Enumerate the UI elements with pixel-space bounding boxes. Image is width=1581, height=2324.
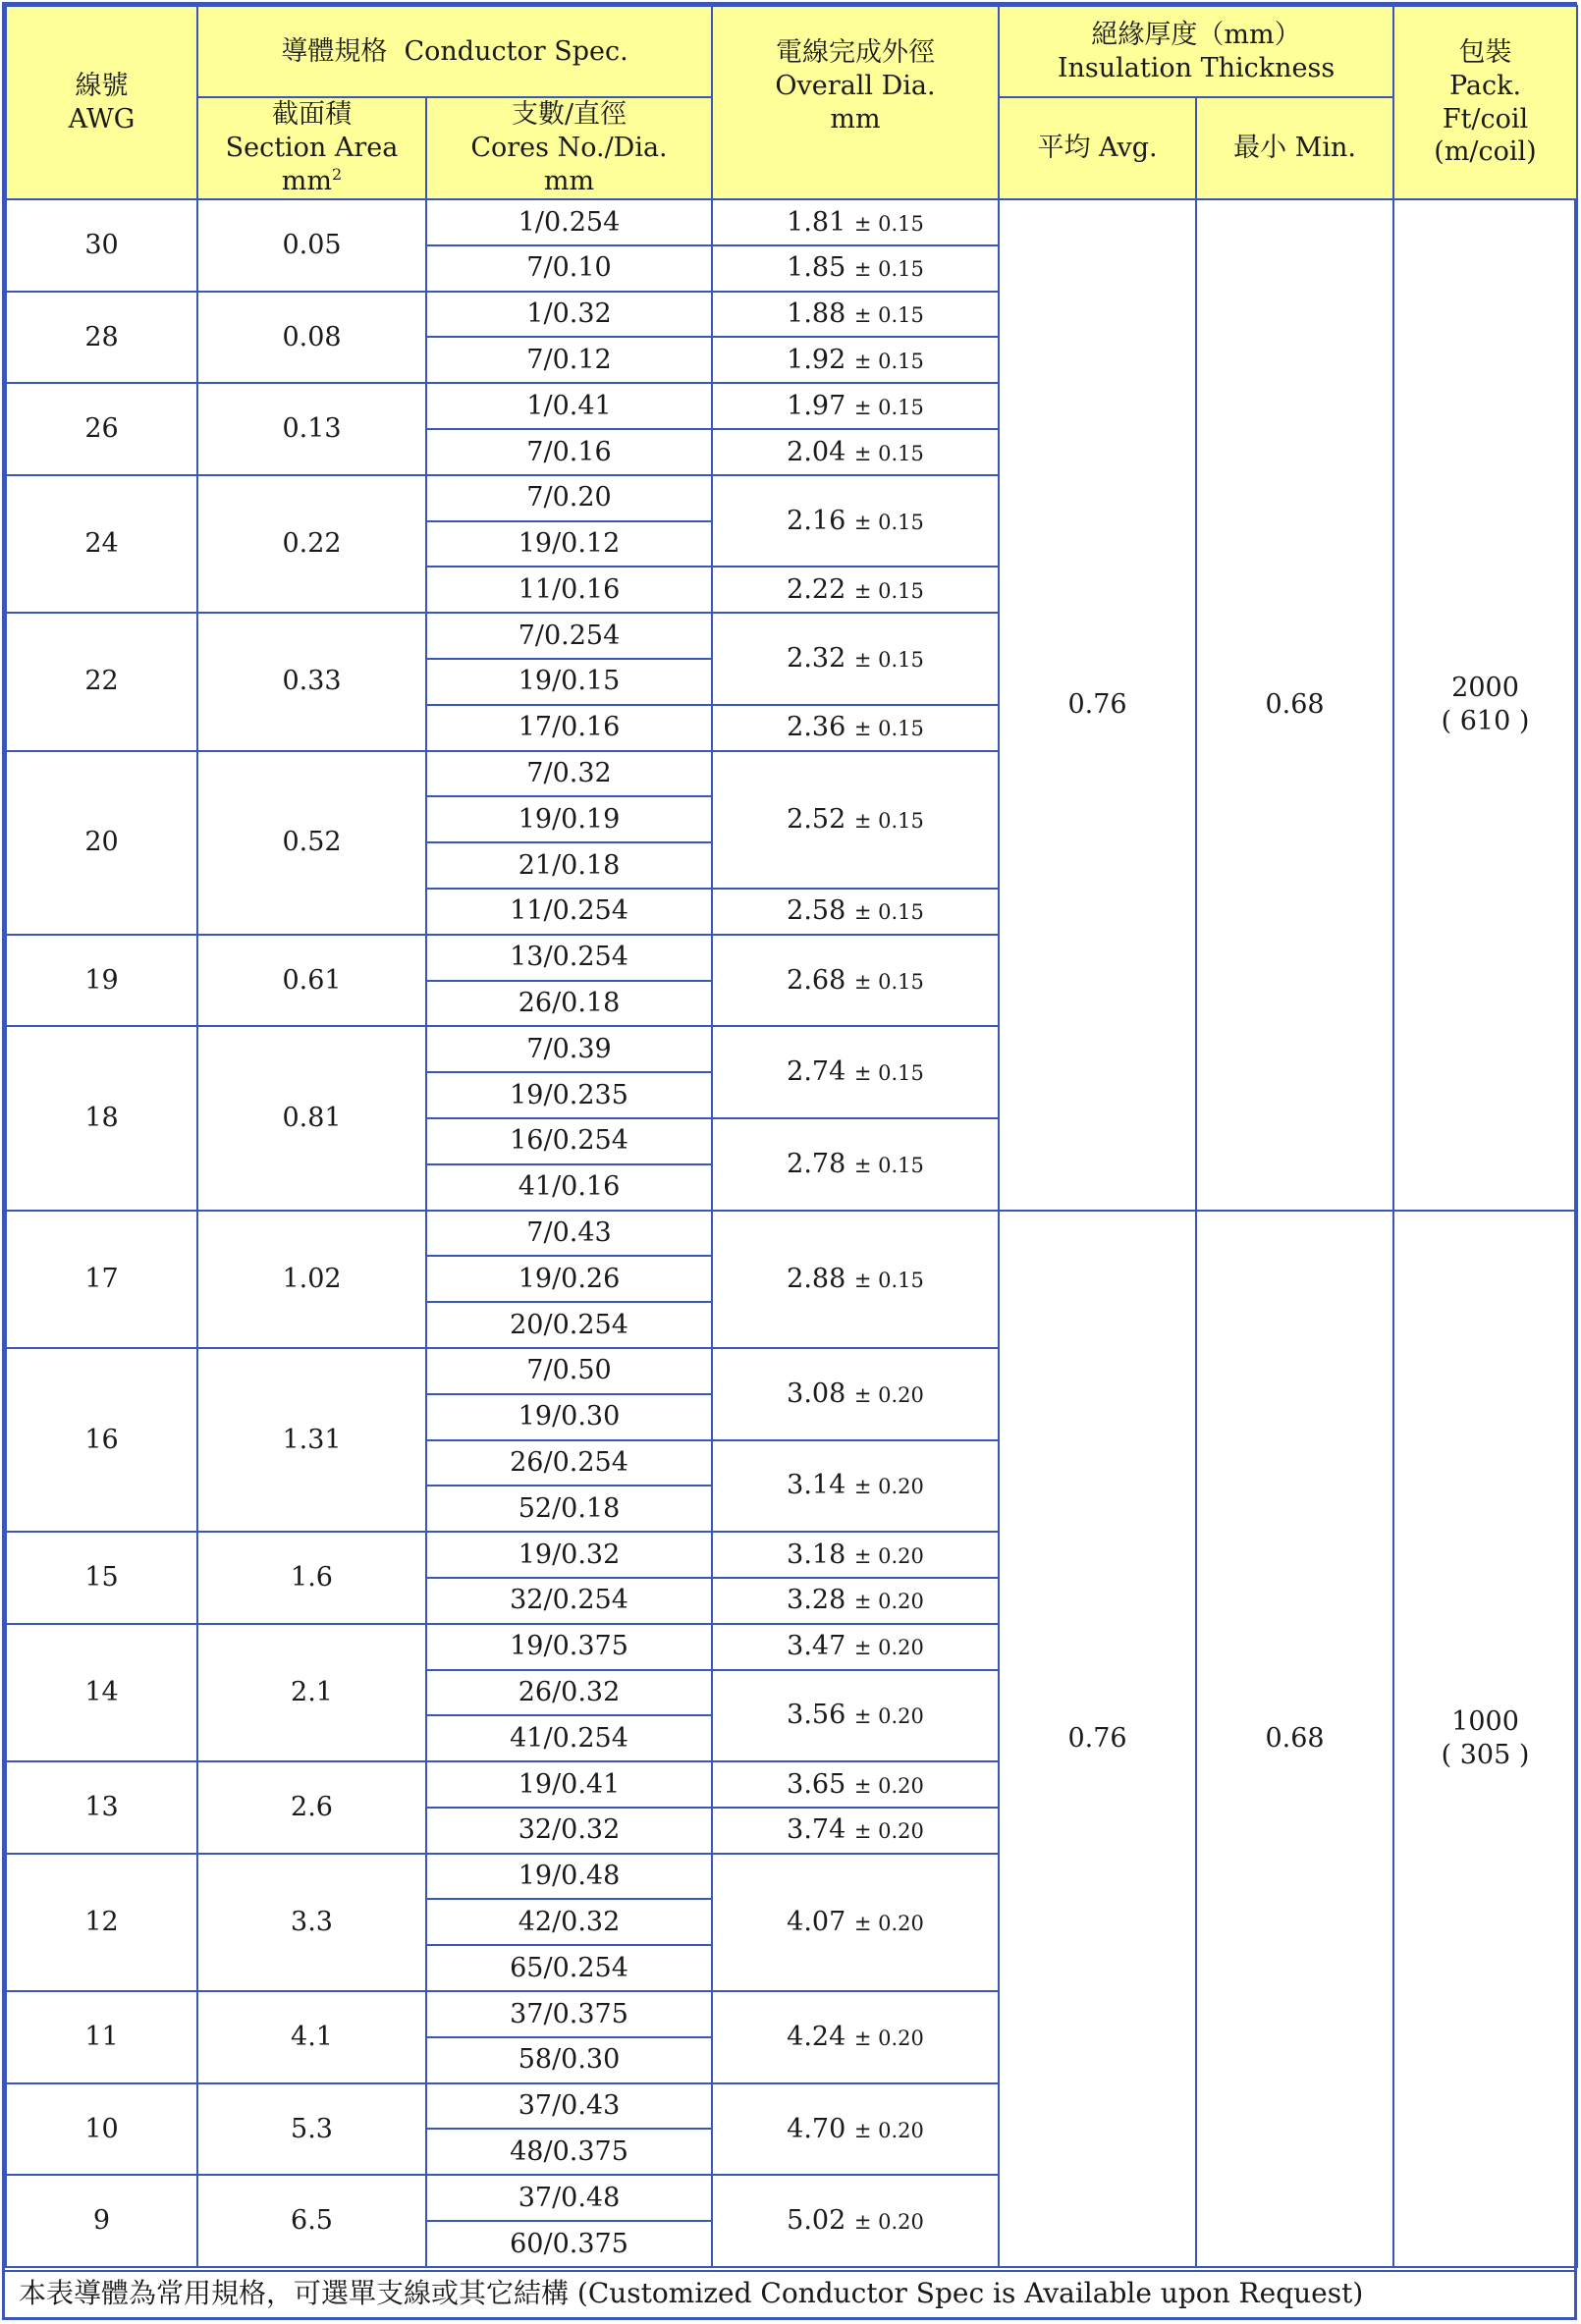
dia-value: 3.08	[787, 1378, 846, 1409]
cores-cell: 19/0.30	[426, 1394, 712, 1440]
cores-cell: 19/0.235	[426, 1072, 712, 1118]
overall-dia-cell	[712, 337, 999, 383]
header-overall-dia-en: Overall Dia.	[775, 70, 936, 101]
overall-dia-cell	[712, 245, 999, 292]
dia-value: 4.70	[787, 2113, 846, 2144]
awg-cell: 28	[6, 292, 197, 384]
awg-cell: 10	[6, 2083, 197, 2176]
awg-cell: 16	[6, 1348, 197, 1532]
section-area-cell: 2.1	[197, 1624, 426, 1761]
cores-cell: 7/0.254	[426, 613, 712, 659]
overall-dia-cell	[712, 613, 999, 705]
cores-cell: 19/0.19	[426, 796, 712, 842]
cores-cell: 48/0.375	[426, 2129, 712, 2175]
dia-value: 2.22	[787, 573, 846, 605]
dia-tolerance: ± 0.20	[853, 2118, 924, 2142]
cores-cell: 42/0.32	[426, 1899, 712, 1945]
awg-cell: 15	[6, 1532, 197, 1624]
footnote: 本表導體為常用規格，可選單支線或其它結構 (Customized Conductor Spec is Available upon Request)	[5, 2270, 1576, 2317]
overall-dia-cell	[712, 1761, 999, 1808]
header-overall-dia-zh: 電線完成外徑	[776, 37, 936, 68]
cores-cell: 19/0.48	[426, 1854, 712, 1900]
overall-dia-cell	[712, 429, 999, 475]
cores-cell: 1/0.41	[426, 383, 712, 429]
overall-dia-cell	[712, 1808, 999, 1854]
dia-tolerance: ± 0.15	[853, 717, 924, 741]
dia-tolerance: ± 0.20	[853, 1543, 924, 1568]
header-pack-m: (m/coil)	[1434, 136, 1537, 168]
dia-tolerance: ± 0.15	[853, 1268, 924, 1292]
dia-tolerance: ± 0.20	[853, 1819, 924, 1844]
cores-cell: 41/0.16	[426, 1164, 712, 1211]
section-area-cell: 1.6	[197, 1532, 426, 1624]
section-area-cell: 0.13	[197, 383, 426, 475]
cores-cell: 11/0.254	[426, 889, 712, 935]
dia-value: 3.47	[787, 1631, 846, 1662]
header-awg-en: AWG	[68, 103, 136, 135]
cores-cell: 19/0.12	[426, 521, 712, 567]
dia-value: 3.65	[787, 1768, 846, 1800]
header-pack-zh: 包裝	[1458, 37, 1512, 68]
dia-tolerance: ± 0.15	[853, 257, 924, 282]
overall-dia-cell	[712, 1211, 999, 1348]
overall-dia-cell	[712, 1440, 999, 1533]
overall-dia-cell	[712, 1991, 999, 2083]
dia-value: 2.74	[787, 1056, 846, 1088]
dia-tolerance: ± 0.15	[853, 510, 924, 534]
cores-cell: 19/0.15	[426, 659, 712, 705]
overall-dia-cell	[712, 705, 999, 751]
dia-value: 1.81	[787, 206, 846, 238]
section-area-cell: 0.05	[197, 199, 426, 292]
dia-tolerance: ± 0.20	[853, 1475, 924, 1499]
section-area-cell: 0.81	[197, 1026, 426, 1210]
overall-dia-cell	[712, 199, 999, 245]
overall-dia-cell	[712, 475, 999, 567]
cores-cell: 37/0.375	[426, 1991, 712, 2037]
dia-tolerance: ± 0.15	[853, 211, 924, 236]
cores-cell: 37/0.48	[426, 2175, 712, 2221]
header-awg-zh: 線號	[75, 70, 129, 101]
awg-cell: 14	[6, 1624, 197, 1761]
header-insulation-zh: 絕緣厚度（mm）	[1091, 19, 1301, 50]
awg-cell: 12	[6, 1854, 197, 1991]
header-avg: 平均 Avg.	[999, 97, 1196, 199]
cores-cell: 7/0.16	[426, 429, 712, 475]
cores-cell: 26/0.254	[426, 1440, 712, 1486]
section-area-cell: 4.1	[197, 1991, 426, 2083]
section-area-cell: 0.08	[197, 292, 426, 384]
awg-cell: 22	[6, 613, 197, 750]
overall-dia-cell	[712, 2083, 999, 2176]
dia-value: 2.32	[787, 643, 846, 675]
cores-cell: 19/0.375	[426, 1624, 712, 1670]
section-area-cell: 0.22	[197, 475, 426, 613]
header-section-area-en: Section Area	[225, 133, 399, 164]
awg-cell: 13	[6, 1761, 197, 1854]
overall-dia-cell	[712, 1026, 999, 1118]
awg-cell: 26	[6, 383, 197, 475]
overall-dia-cell	[712, 1624, 999, 1670]
dia-tolerance: ± 0.15	[853, 441, 924, 465]
dia-value: 2.68	[787, 964, 846, 996]
header-section-area-unit: $mm^2$	[281, 164, 343, 196]
dia-value: 2.04	[787, 436, 846, 467]
overall-dia-cell	[712, 1854, 999, 1991]
cores-cell: 65/0.254	[426, 1945, 712, 1991]
dia-value: 1.85	[787, 252, 846, 284]
header-overall-dia	[712, 6, 999, 199]
dia-tolerance: ± 0.15	[853, 1153, 924, 1177]
awg-cell: 11	[6, 1991, 197, 2083]
overall-dia-cell	[712, 383, 999, 429]
awg-cell: 19	[6, 935, 197, 1027]
overall-dia-cell	[712, 1532, 999, 1578]
overall-dia-cell	[712, 567, 999, 613]
cores-cell: 52/0.18	[426, 1486, 712, 1532]
cores-cell: 1/0.254	[426, 199, 712, 245]
cores-cell: 37/0.43	[426, 2083, 712, 2130]
header-cores	[426, 97, 712, 199]
overall-dia-cell	[712, 889, 999, 935]
table-header	[6, 6, 1577, 199]
dia-value: 1.92	[787, 344, 846, 375]
section-area-cell: 6.5	[197, 2175, 426, 2267]
dia-tolerance: ± 0.20	[853, 1912, 924, 1935]
header-pack	[1393, 6, 1577, 199]
dia-tolerance: ± 0.20	[853, 1704, 924, 1729]
overall-dia-cell	[712, 1348, 999, 1440]
pack-ft: 2000	[1451, 673, 1519, 704]
section-area-cell: 0.61	[197, 935, 426, 1027]
dia-tolerance: ± 0.15	[853, 578, 924, 603]
dia-tolerance: ± 0.15	[853, 349, 924, 373]
cores-cell: 26/0.18	[426, 981, 712, 1027]
pack-cell	[1393, 1211, 1577, 2267]
header-insulation-en: Insulation Thickness	[1057, 52, 1336, 83]
section-area-cell: 5.3	[197, 2083, 426, 2176]
dia-value: 3.56	[787, 1700, 846, 1731]
cores-cell: 32/0.254	[426, 1578, 712, 1624]
section-area-cell: 2.6	[197, 1761, 426, 1854]
dia-value: 1.97	[787, 390, 846, 421]
cores-cell: 13/0.254	[426, 935, 712, 981]
dia-value: 2.88	[787, 1263, 846, 1294]
cores-cell: 7/0.32	[426, 751, 712, 797]
section-area-cell: 3.3	[197, 1854, 426, 1991]
cores-cell: 7/0.10	[426, 245, 712, 292]
overall-dia-cell	[712, 292, 999, 338]
cores-cell: 20/0.254	[426, 1302, 712, 1348]
cores-cell: 16/0.254	[426, 1118, 712, 1164]
dia-tolerance: ± 0.15	[853, 808, 924, 833]
dia-value: 4.24	[787, 2022, 846, 2052]
cores-cell: 7/0.39	[426, 1026, 712, 1072]
header-pack-ft: Ft/coil	[1442, 103, 1529, 135]
section-area-cell: 1.02	[197, 1211, 426, 1348]
cores-cell: 19/0.41	[426, 1761, 712, 1808]
dia-value: 2.16	[787, 505, 846, 536]
header-cores-unit: mm	[543, 165, 595, 196]
pack-m: ( 305 )	[1441, 1739, 1530, 1770]
dia-value: 3.18	[787, 1539, 846, 1570]
overall-dia-cell	[712, 1578, 999, 1624]
dia-value: 3.28	[787, 1585, 846, 1616]
section-area-cell: 0.33	[197, 613, 426, 750]
dia-value: 4.07	[787, 1907, 846, 1937]
overall-dia-cell	[712, 2175, 999, 2267]
section-area-cell: 1.31	[197, 1348, 426, 1532]
dia-tolerance: ± 0.15	[853, 1061, 924, 1086]
insulation-min-cell: 0.68	[1196, 1211, 1393, 2267]
table-row	[6, 199, 1577, 245]
dia-value: 2.58	[787, 895, 846, 927]
awg-cell: 9	[6, 2175, 197, 2267]
overall-dia-cell	[712, 751, 999, 889]
header-conductor-spec: 導體規格 Conductor Spec.	[197, 6, 712, 97]
dia-tolerance: ± 0.15	[853, 969, 924, 994]
header-insulation	[999, 6, 1393, 97]
cores-cell: 1/0.32	[426, 292, 712, 338]
insulation-avg-cell: 0.76	[999, 1211, 1196, 2267]
header-section-area-zh: 截面積	[272, 99, 352, 131]
awg-cell: 17	[6, 1211, 197, 1348]
header-cores-en: Cores No./Dia.	[470, 133, 668, 164]
section-area-cell: 0.52	[197, 751, 426, 935]
dia-tolerance: ± 0.15	[853, 395, 924, 419]
table-body	[6, 199, 1577, 2267]
cores-cell: 60/0.375	[426, 2221, 712, 2267]
dia-tolerance: ± 0.15	[853, 648, 924, 673]
dia-tolerance: ± 0.15	[853, 303, 924, 328]
cores-cell: 41/0.254	[426, 1715, 712, 1761]
awg-cell: 24	[6, 475, 197, 613]
cores-cell: 7/0.20	[426, 475, 712, 521]
overall-dia-cell	[712, 935, 999, 1027]
cores-cell: 32/0.32	[426, 1808, 712, 1854]
dia-value: 1.88	[787, 298, 846, 330]
cores-cell: 7/0.43	[426, 1211, 712, 1257]
header-overall-dia-unit: mm	[830, 103, 881, 135]
awg-cell: 20	[6, 751, 197, 935]
awg-cell: 30	[6, 199, 197, 292]
cores-cell: 19/0.26	[426, 1256, 712, 1302]
overall-dia-cell	[712, 1670, 999, 1762]
cores-cell: 7/0.12	[426, 337, 712, 383]
dia-tolerance: ± 0.20	[853, 1773, 924, 1798]
overall-dia-cell	[712, 1118, 999, 1211]
cores-cell: 19/0.32	[426, 1532, 712, 1578]
header-awg	[6, 6, 197, 199]
dia-tolerance: ± 0.20	[853, 2210, 924, 2235]
cores-cell: 17/0.16	[426, 705, 712, 751]
pack-m: ( 610 )	[1441, 705, 1530, 736]
awg-cell: 18	[6, 1026, 197, 1210]
cores-cell: 11/0.16	[426, 567, 712, 613]
dia-tolerance: ± 0.20	[853, 1382, 924, 1407]
cores-cell: 26/0.32	[426, 1670, 712, 1716]
dia-value: 2.52	[787, 803, 846, 835]
wire-spec-table	[5, 5, 1578, 2268]
header-pack-en: Pack.	[1448, 70, 1522, 101]
cores-cell: 58/0.30	[426, 2037, 712, 2083]
insulation-min-cell: 0.68	[1196, 199, 1393, 1211]
cores-cell: 7/0.50	[426, 1348, 712, 1394]
table-row	[6, 1211, 1577, 1257]
dia-tolerance: ± 0.20	[853, 1636, 924, 1660]
pack-ft: 1000	[1451, 1705, 1519, 1737]
dia-tolerance: ± 0.15	[853, 900, 924, 925]
dia-tolerance: ± 0.20	[853, 1590, 924, 1614]
dia-value: 3.14	[787, 1470, 846, 1501]
dia-value: 2.36	[787, 712, 846, 743]
dia-value: 2.78	[787, 1148, 846, 1179]
header-min: 最小 Min.	[1196, 97, 1393, 199]
cores-cell: 21/0.18	[426, 842, 712, 889]
pack-cell	[1393, 199, 1577, 1211]
header-cores-zh: 支數/直徑	[511, 99, 627, 131]
dia-value: 3.74	[787, 1814, 846, 1846]
dia-value: 5.02	[787, 2205, 846, 2237]
insulation-avg-cell: 0.76	[999, 199, 1196, 1211]
header-section-area	[197, 97, 426, 199]
dia-tolerance: ± 0.20	[853, 2027, 924, 2050]
